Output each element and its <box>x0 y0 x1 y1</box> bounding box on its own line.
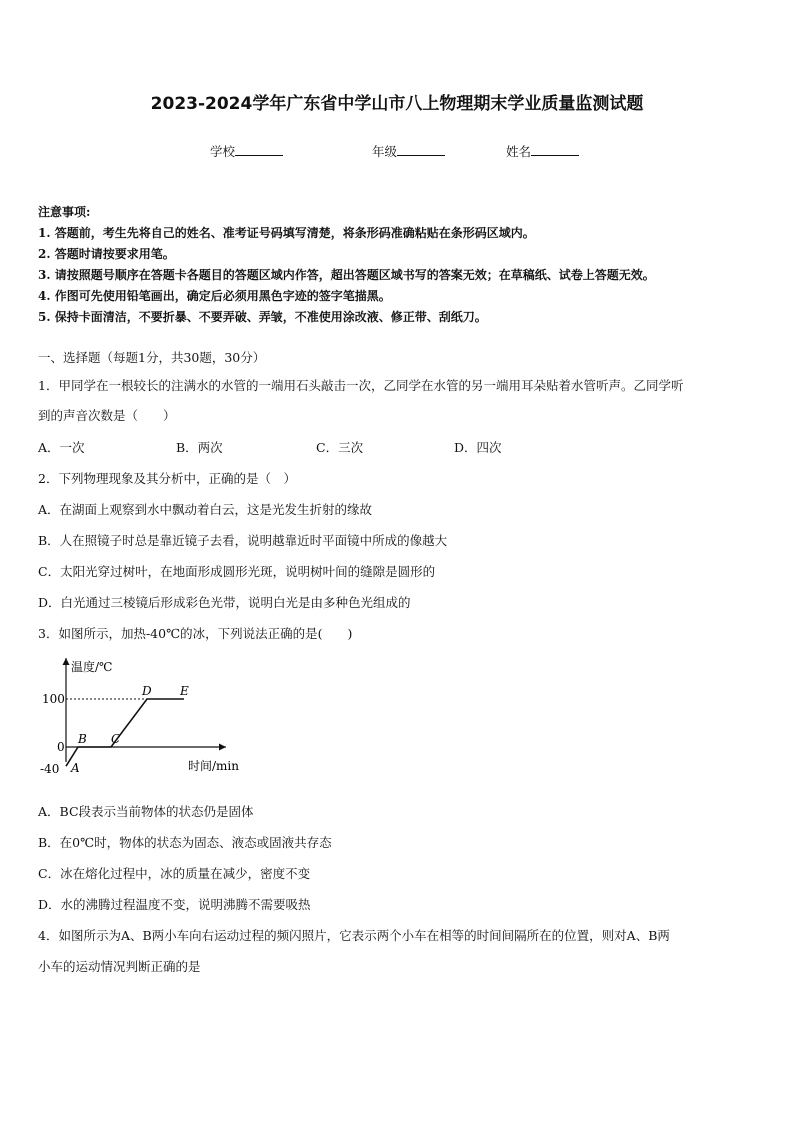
notice-item: 2. 答题时请按要求用笔。 <box>38 247 175 261</box>
section-heading: 一、选择题（每题1分，共30题，30分） <box>38 350 266 365</box>
q2-option-c: C．太阳光穿过树叶，在地面形成圆形光斑，说明树叶间的缝隙是圆形的 <box>38 564 436 579</box>
q2-option-d: D．白光通过三棱镜后形成彩色光带，说明白光是由多种色光组成的 <box>38 595 411 610</box>
name-field <box>506 142 579 160</box>
q3-option-a: A．BC段表示当前物体的状态仍是固体 <box>38 804 254 819</box>
notice-item: 4. 作图可先使用铅笔画出，确定后必须用黑色字迹的签字笔描黑。 <box>38 289 391 303</box>
q2-option-b: B．人在照镜子时总是靠近镜子去看，说明越靠近时平面镜中所成的像越大 <box>38 533 448 548</box>
q3-option-c: C．冰在熔化过程中，冰的质量在减少，密度不变 <box>38 866 311 881</box>
q4-stem-line2: 小车的运动情况判断正确的是 <box>38 959 201 974</box>
point-label-c: C <box>111 732 121 746</box>
q3-option-b: B．在0℃时，物体的状态为固态、液态或固液共存态 <box>38 835 332 850</box>
q1-option-a: A．一次 <box>38 440 85 455</box>
name-blank <box>531 143 579 156</box>
q2-stem: 2．下列物理现象及其分析中，正确的是（ ） <box>38 471 296 486</box>
y-axis-label: 温度/℃ <box>71 660 113 674</box>
q1-option-d: D．四次 <box>454 440 502 455</box>
q1-stem-line2: 到的声音次数是（ ） <box>38 408 176 423</box>
point-label-d: D <box>142 684 152 698</box>
grade-blank <box>397 143 445 156</box>
q1-stem-line1: 1．甲同学在一根较长的注满水的水管的一端用石头敲击一次，乙同学在水管的另一端用耳朵贴着水管听声。乙同学听 <box>38 378 684 393</box>
notice-item: 3. 请按照题号顺序在答题卡各题目的答题区域内作答，超出答题区域书写的答案无效；在草稿纸、试卷上答题无效。 <box>38 268 655 282</box>
point-label-a: A <box>71 761 80 775</box>
grade-field <box>372 142 445 160</box>
y-tick-neg40: -40 <box>40 762 60 776</box>
y-tick-100: 100 <box>42 692 65 706</box>
q3-stem: 3．如图所示，加热-40℃的冰，下列说法正确的是( ) <box>38 626 353 641</box>
notice-item: 1. 答题前，考生先将自己的姓名、准考证号码填写清楚，将条形码准确粘贴在条形码区域内。 <box>38 226 535 240</box>
q3-option-d: D．水的沸腾过程温度不变，说明沸腾不需要吸热 <box>38 897 311 912</box>
school-field <box>210 142 283 160</box>
q4-stem-line1: 4．如图所示为A、B两小车向右运动过程的频闪照片，它表示两个小车在相等的时间间隔所在的位置，则对A、B两 <box>38 928 670 943</box>
q1-option-b: B．两次 <box>176 440 223 455</box>
notice-heading: 注意事项: <box>38 205 91 219</box>
notice-item: 5. 保持卡面清洁，不要折暴、不要弄破、弄皱，不准使用涂改液、修正带、刮纸刀。 <box>38 310 487 324</box>
grade-label: 年级 <box>372 144 398 159</box>
q2-option-a: A．在湖面上观察到水中飘动着白云，这是光发生折射的缘故 <box>38 502 373 517</box>
school-label: 学校 <box>210 144 236 159</box>
y-tick-0: 0 <box>57 740 65 754</box>
name-label: 姓名 <box>506 144 532 159</box>
x-axis-label: 时间/min <box>188 759 239 773</box>
point-label-e: E <box>180 684 189 698</box>
school-blank <box>235 143 283 156</box>
point-label-b: B <box>78 732 87 746</box>
q1-option-c: C．三次 <box>316 440 364 455</box>
temperature-time-graph <box>36 652 256 777</box>
page-title: 2023-2024学年广东省中学山市八上物理期末学业质量监测试题 <box>150 94 644 114</box>
